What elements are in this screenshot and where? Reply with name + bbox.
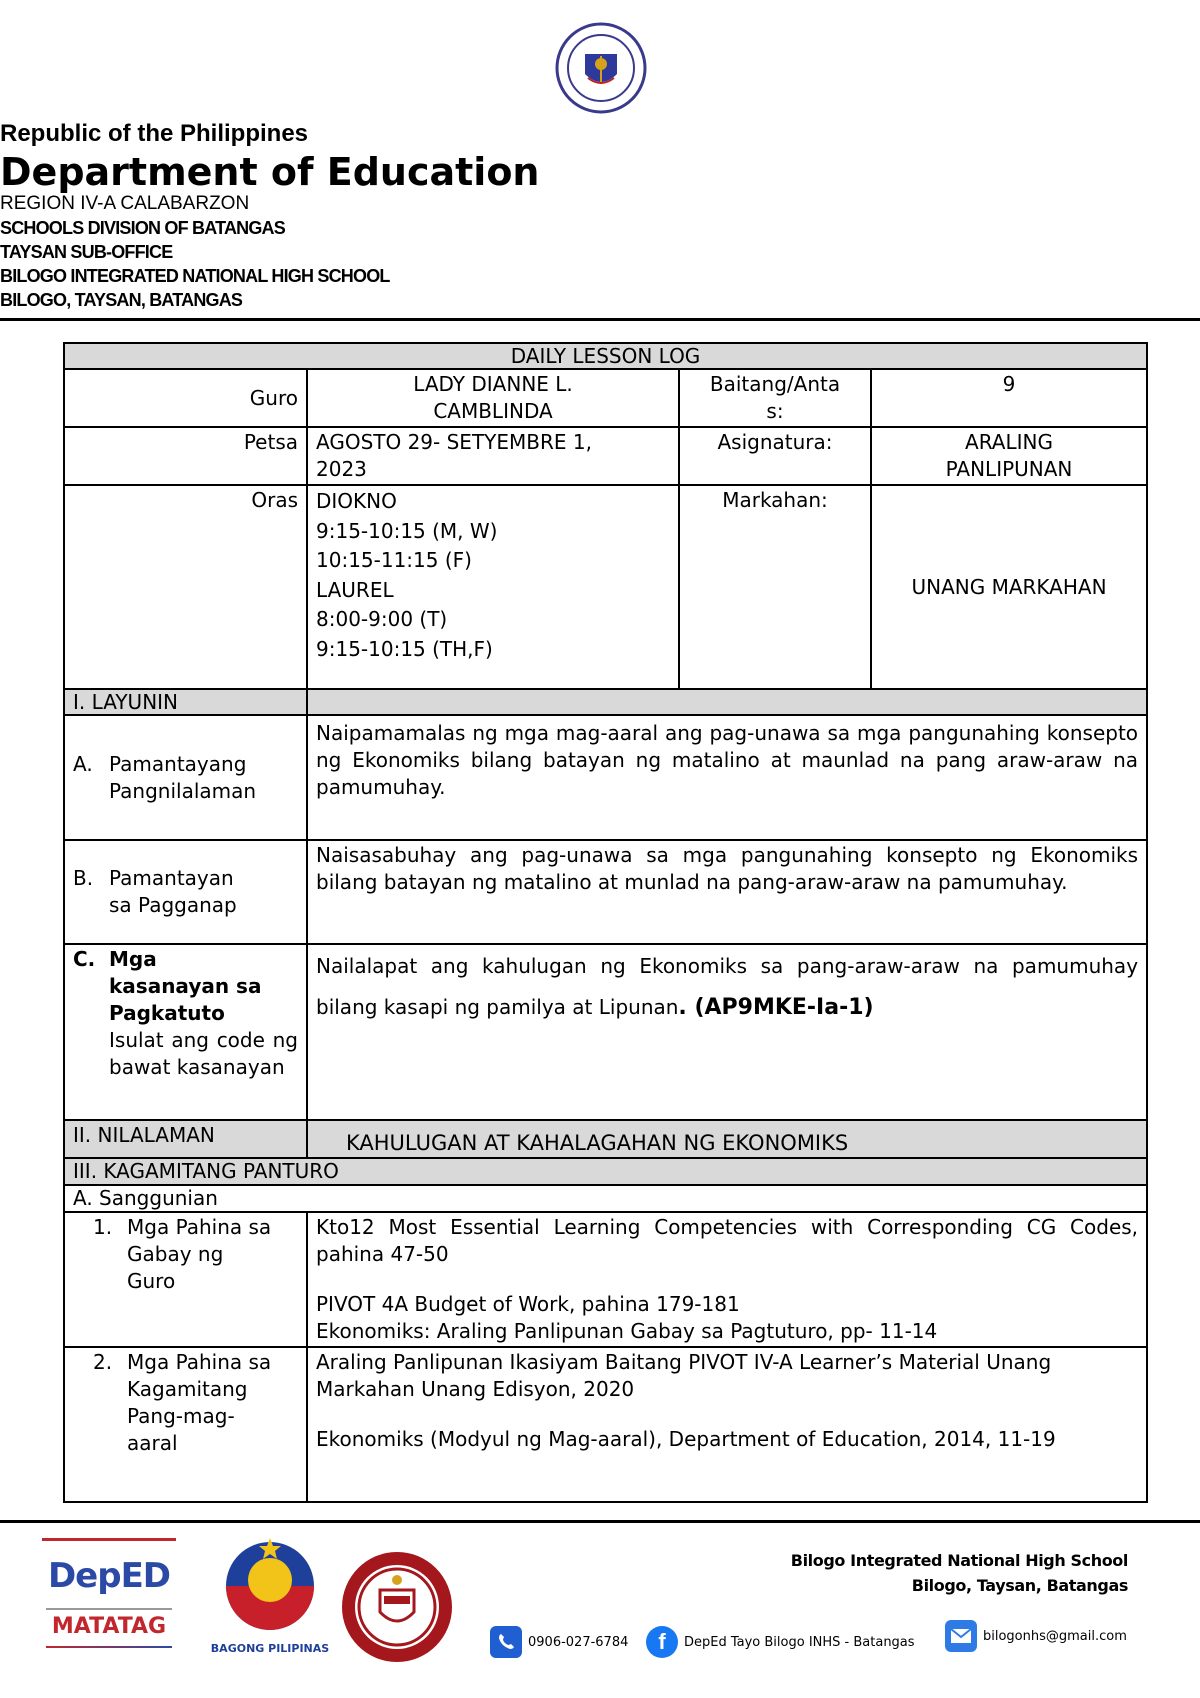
header-divider — [0, 318, 1200, 321]
facebook-contact: f DepEd Tayo Bilogo INHS - Batangas — [646, 1626, 915, 1658]
asignatura-value: ARALING PANLIPUNAN — [871, 427, 1147, 485]
nilalaman-value: KAHULUGAN AT KAHALAGAHAN NG EKONOMIKS — [307, 1120, 1147, 1158]
department-heading: Department of Education — [0, 150, 540, 194]
address-heading: BILOGO, TAYSAN, BATANGAS — [0, 290, 243, 310]
republic-heading: Republic of the Philippines — [0, 120, 309, 147]
gabay-ng-guro-references: Kto12 Most Essential Learning Competencies with Corresponding CG Codes, pahina 47-50 PIVOT 4A Budget of Work, pahina 179-181 Ekonomiks: Araling Panlipunan Gabay sa Pagtuturo, pp- 11-14 — [307, 1212, 1147, 1347]
markahan-value: UNANG MARKAHAN — [871, 485, 1147, 689]
guro-value: LADY DIANNE L. CAMBLINDA — [307, 369, 679, 427]
footer-school-info: Bilogo Integrated National High School Bilogo, Taysan, Batangas — [790, 1551, 1128, 1595]
deped-matatag-logo: DepED MATATAG — [42, 1538, 176, 1668]
pamantayang-pangnilalaman-text: Naipamamalas ng mga mag-aaral ang pag-unawa sa mga pangunahing konsepto ng Ekonomiks bilang batayan ng matalino at maunlad na pang araw-araw na pamumuhay. — [307, 715, 1147, 840]
gabay-ng-guro-label: 1. Mga Pahina sa Gabay ng Guro — [64, 1212, 307, 1347]
layunin-heading-blank — [307, 689, 1147, 715]
email-contact: bilogonhs@gmail.com — [945, 1620, 1127, 1652]
footer-divider — [0, 1520, 1200, 1523]
phone-contact: 0906-027-6784 — [490, 1626, 628, 1658]
kagamitan-heading: III. KAGAMITANG PANTURO — [64, 1158, 1147, 1185]
email-icon — [945, 1620, 977, 1652]
school-heading: BILOGO INTEGRATED NATIONAL HIGH SCHOOL — [0, 266, 390, 286]
asignatura-label: Asignatura: — [679, 427, 871, 485]
kasanayan-sa-pagkatuto-text: Nailalapat ang kahulugan ng Ekonomiks sa pang-araw-araw na pamumuhay bilang kasapi ng pamilya at Lipunan. (AP9MKE-Ia-1) — [307, 944, 1147, 1120]
bagong-pilipinas-logo: BAGONG PILIPINAS — [205, 1534, 335, 1664]
pamantayan-sa-pagganap-text: Naisasabuhay ang pag-unawa sa mga pangunahing konsepto ng Ekonomiks bilang batayan ng matalino at munlad na pang-araw-araw na pamumuhay. — [307, 840, 1147, 944]
layunin-heading: I. LAYUNIN — [64, 689, 307, 715]
school-seal — [340, 1550, 454, 1664]
kasanayan-sa-pagkatuto-label: C. Mga kasanayan sa Pagkatuto Isulat ang code ng bawat kasanayan — [64, 944, 307, 1120]
oras-label: Oras — [64, 485, 307, 689]
pamantayang-pangnilalaman-label: A. Pamantayang Pangnilalaman — [64, 715, 307, 840]
daily-lesson-log-table — [63, 342, 1148, 1503]
petsa-value: AGOSTO 29- SETYEMBRE 1, 2023 — [307, 427, 679, 485]
facebook-icon: f — [646, 1626, 678, 1658]
markahan-label: Markahan: — [679, 485, 871, 689]
log-title: DAILY LESSON LOG — [64, 343, 1147, 369]
sanggunian-heading: A. Sanggunian — [64, 1185, 1147, 1212]
nilalaman-heading: II. NILALAMAN — [64, 1120, 307, 1158]
guro-label: Guro — [64, 369, 307, 427]
baitang-label: Baitang/Anta s: — [679, 369, 871, 427]
baitang-value: 9 — [871, 369, 1147, 427]
division-heading: SCHOOLS DIVISION OF BATANGAS — [0, 218, 285, 238]
deped-seal — [555, 22, 647, 114]
petsa-label: Petsa — [64, 427, 307, 485]
suboffice-heading: TAYSAN SUB-OFFICE — [0, 242, 173, 262]
pang-mag-aaral-references: Araling Panlipunan Ikasiyam Baitang PIVOT IV-A Learner’s Material Unang Markahan Unang Edisyon, 2020 Ekonomiks (Modyul ng Mag-aaral), Department of Education, 2014, 11-19 — [307, 1347, 1147, 1502]
oras-value: DIOKNO 9:15-10:15 (M, W) 10:15-11:15 (F) LAUREL 8:00-9:00 (T) 9:15-10:15 (TH,F) — [307, 485, 679, 689]
pang-mag-aaral-label: 2. Mga Pahina sa Kagamitang Pang-mag- aaral — [64, 1347, 307, 1502]
region-heading: REGION IV-A CALABARZON — [0, 193, 250, 214]
phone-icon — [490, 1626, 522, 1658]
pamantayan-sa-pagganap-label: B. Pamantayan sa Pagganap — [64, 840, 307, 944]
